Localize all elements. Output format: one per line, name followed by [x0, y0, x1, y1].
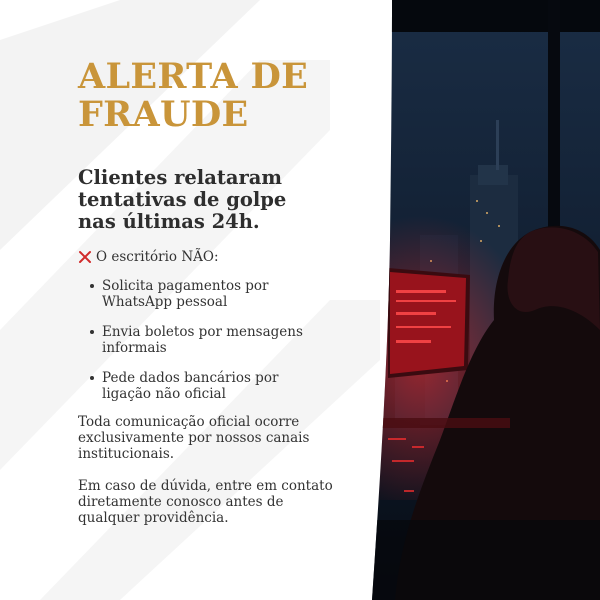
warning-row	[78, 248, 378, 266]
title-line-1: ALERTA DE	[78, 56, 309, 97]
bullet-item: Pede dados bancários por ligação não oficial	[90, 370, 322, 402]
official-channels-paragraph: Toda comunicação oficial ocorre exclusivamente por nossos canais institucionais.	[78, 414, 310, 462]
warning-text: O escritório NÃO:	[96, 249, 219, 265]
cross-mark-icon	[78, 250, 92, 264]
contact-paragraph: Em caso de dúvida, entre em contato diretamente conosco antes de qualquer providência.	[78, 478, 333, 526]
bullet-item: Envia boletos por mensagens informais	[90, 324, 322, 356]
bullet-item: Solicita pagamentos por WhatsApp pessoal	[90, 278, 322, 310]
alert-content	[78, 58, 378, 526]
title-line-2: FRAUDE	[78, 94, 249, 135]
bullet-list	[78, 278, 378, 402]
alert-subtitle: Clientes relataram tentativas de golpe nas últimas 24h.	[78, 166, 287, 233]
alert-title	[78, 58, 378, 134]
